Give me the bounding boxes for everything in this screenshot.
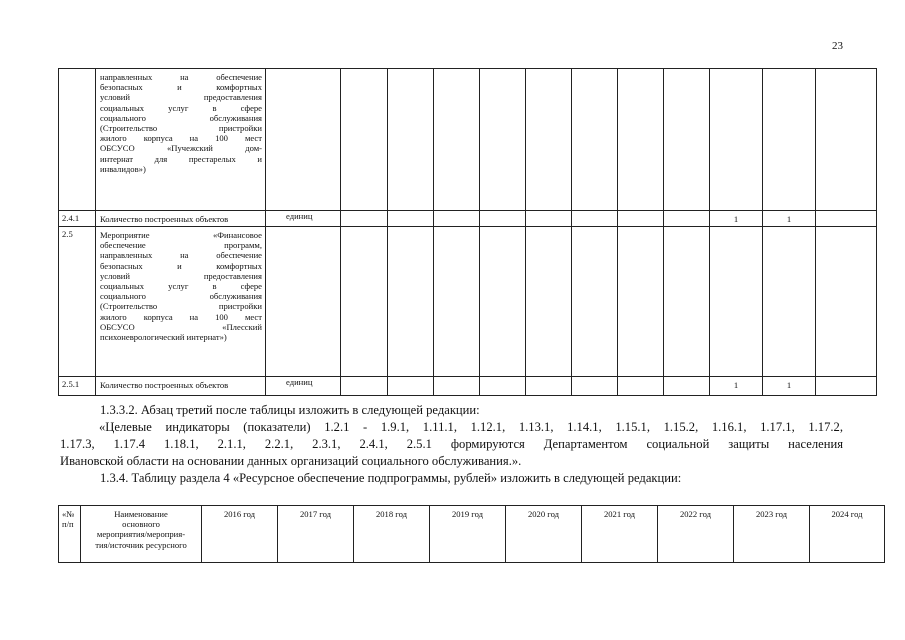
row-name-line: условий предоставления xyxy=(100,270,262,281)
row-name xyxy=(96,211,266,227)
num-header xyxy=(59,506,81,563)
row-value xyxy=(618,211,664,227)
row-value xyxy=(388,211,434,227)
year-header: 2016 год xyxy=(202,506,278,563)
row-number: 2.5.1 xyxy=(59,377,96,396)
row-name-line: инвалидов») xyxy=(100,163,146,174)
row-name-line: (Строительство пристройки xyxy=(100,301,262,312)
row-name-line: безопасных и комфортных xyxy=(100,82,262,93)
row-value xyxy=(480,227,526,377)
year-header: 2017 год xyxy=(278,506,354,563)
row-value xyxy=(710,69,763,211)
row-value xyxy=(434,211,480,227)
table-row xyxy=(59,211,877,227)
row-unit xyxy=(266,69,341,211)
year-header: 2018 год xyxy=(354,506,430,563)
row-value xyxy=(664,227,710,377)
row-name xyxy=(96,377,266,396)
row-number xyxy=(59,69,96,211)
row-value xyxy=(618,227,664,377)
row-value xyxy=(816,69,877,211)
row-value xyxy=(572,69,618,211)
row-value xyxy=(388,227,434,377)
paragraph-indicators-line1: «Целевые индикаторы (показатели) 1.2.1 - 1.9.1, 1.11.1, 1.12.1, 1.13.1, 1.14.1, 1.15.1, 1.15.2, 1.16.1, 1.17.1, 1.17.2, xyxy=(99,420,843,434)
row-value xyxy=(710,227,763,377)
row-number: 2.4.1 xyxy=(59,211,96,227)
row-value xyxy=(480,211,526,227)
row-name-line: обеспечение программ, xyxy=(100,240,262,251)
year-header: 2020 год xyxy=(506,506,582,563)
row-name-line: (Строительство пристройки xyxy=(100,123,262,134)
row-name-line: психоневрологический интернат») xyxy=(100,332,227,343)
row-value: 1 xyxy=(710,211,763,227)
row-value xyxy=(572,227,618,377)
table-row xyxy=(59,377,877,396)
row-value xyxy=(763,227,816,377)
row-number: 2.5 xyxy=(59,227,96,377)
row-value xyxy=(572,377,618,396)
paragraph-indicators-line3: Ивановской области на основании данных организаций социального обслуживания.». xyxy=(60,454,522,468)
row-name xyxy=(96,227,266,377)
num-header-line: «№ xyxy=(62,509,75,519)
row-value xyxy=(526,211,572,227)
row-value xyxy=(816,227,877,377)
row-name-line: социального обслуживания xyxy=(100,291,262,302)
row-value xyxy=(341,227,388,377)
row-name-line: интернат для престарелых и xyxy=(100,153,262,164)
row-value xyxy=(388,377,434,396)
row-value xyxy=(763,69,816,211)
row-value xyxy=(664,211,710,227)
year-header: 2021 год xyxy=(582,506,658,563)
row-value xyxy=(526,227,572,377)
row-value xyxy=(480,377,526,396)
row-value xyxy=(388,69,434,211)
row-value xyxy=(341,211,388,227)
row-name-line: социальных услуг в сфере xyxy=(100,102,262,113)
row-name-line: направленных на обеспечение xyxy=(100,250,262,261)
table-row xyxy=(59,227,877,377)
row-unit: единиц xyxy=(266,211,341,227)
row-name-line: социального обслуживания xyxy=(100,112,262,123)
row-unit: единиц xyxy=(266,377,341,396)
name-header-line: Наименование xyxy=(114,509,168,519)
row-value xyxy=(526,377,572,396)
paragraph-1-3-4: 1.3.4. Таблицу раздела 4 «Ресурсное обеспечение подпрограммы, рублей» изложить в следующей редакции: xyxy=(100,471,682,485)
paragraph-indicators-line2: 1.17.3, 1.17.4 1.18.1, 2.1.1, 2.2.1, 2.3.1, 2.4.1, 2.5.1 формируются Департаментом социальной защиты населения xyxy=(60,437,843,451)
num-header-line: п/п xyxy=(62,519,74,530)
row-value xyxy=(526,69,572,211)
row-value xyxy=(341,377,388,396)
row-name-line: Мероприятие «Финансовое xyxy=(100,230,262,240)
row-name-line: условий предоставления xyxy=(100,92,262,103)
row-name-line: жилого корпуса на 100 мест xyxy=(100,311,262,322)
row-value xyxy=(572,211,618,227)
name-header-line: основного xyxy=(122,519,160,530)
row-name-line: ОБСУСО «Пучежский дом- xyxy=(100,143,262,154)
row-name-line: Количество построенных объектов xyxy=(100,380,229,390)
row-name-line: направленных на обеспечение xyxy=(100,72,262,82)
paragraph-1-3-3-2: 1.3.3.2. Абзац третий после таблицы изложить в следующей редакции: xyxy=(100,403,480,417)
page-number: 23 xyxy=(832,40,843,52)
row-value xyxy=(618,69,664,211)
row-name xyxy=(96,69,266,211)
row-name-line: Количество построенных объектов xyxy=(100,214,229,224)
table-row xyxy=(59,69,877,211)
name-header xyxy=(81,506,202,563)
row-value xyxy=(480,69,526,211)
row-value xyxy=(816,211,877,227)
year-header: 2022 год xyxy=(658,506,734,563)
row-value xyxy=(434,377,480,396)
row-value xyxy=(816,377,877,396)
row-name-line: ОБСУСО «Плесский xyxy=(100,321,262,332)
row-value: 1 xyxy=(763,211,816,227)
name-header-line: тия/источник ресурсного xyxy=(95,539,187,550)
row-value: 1 xyxy=(763,377,816,396)
name-header-line: мероприятия/мероприя- xyxy=(96,529,186,540)
row-value xyxy=(434,69,480,211)
row-value xyxy=(434,227,480,377)
indicators-table xyxy=(58,68,877,396)
row-value xyxy=(618,377,664,396)
row-name-line: жилого корпуса на 100 мест xyxy=(100,133,262,144)
row-value xyxy=(664,69,710,211)
resource-table-header-row xyxy=(59,506,885,563)
year-header: 2024 год xyxy=(810,506,885,563)
row-name-line: социальных услуг в сфере xyxy=(100,281,262,292)
resource-table xyxy=(58,505,885,563)
year-header: 2019 год xyxy=(430,506,506,563)
year-header: 2023 год xyxy=(734,506,810,563)
row-value: 1 xyxy=(710,377,763,396)
row-value xyxy=(341,69,388,211)
row-unit xyxy=(266,227,341,377)
row-value xyxy=(664,377,710,396)
row-name-line: безопасных и комфортных xyxy=(100,260,262,271)
